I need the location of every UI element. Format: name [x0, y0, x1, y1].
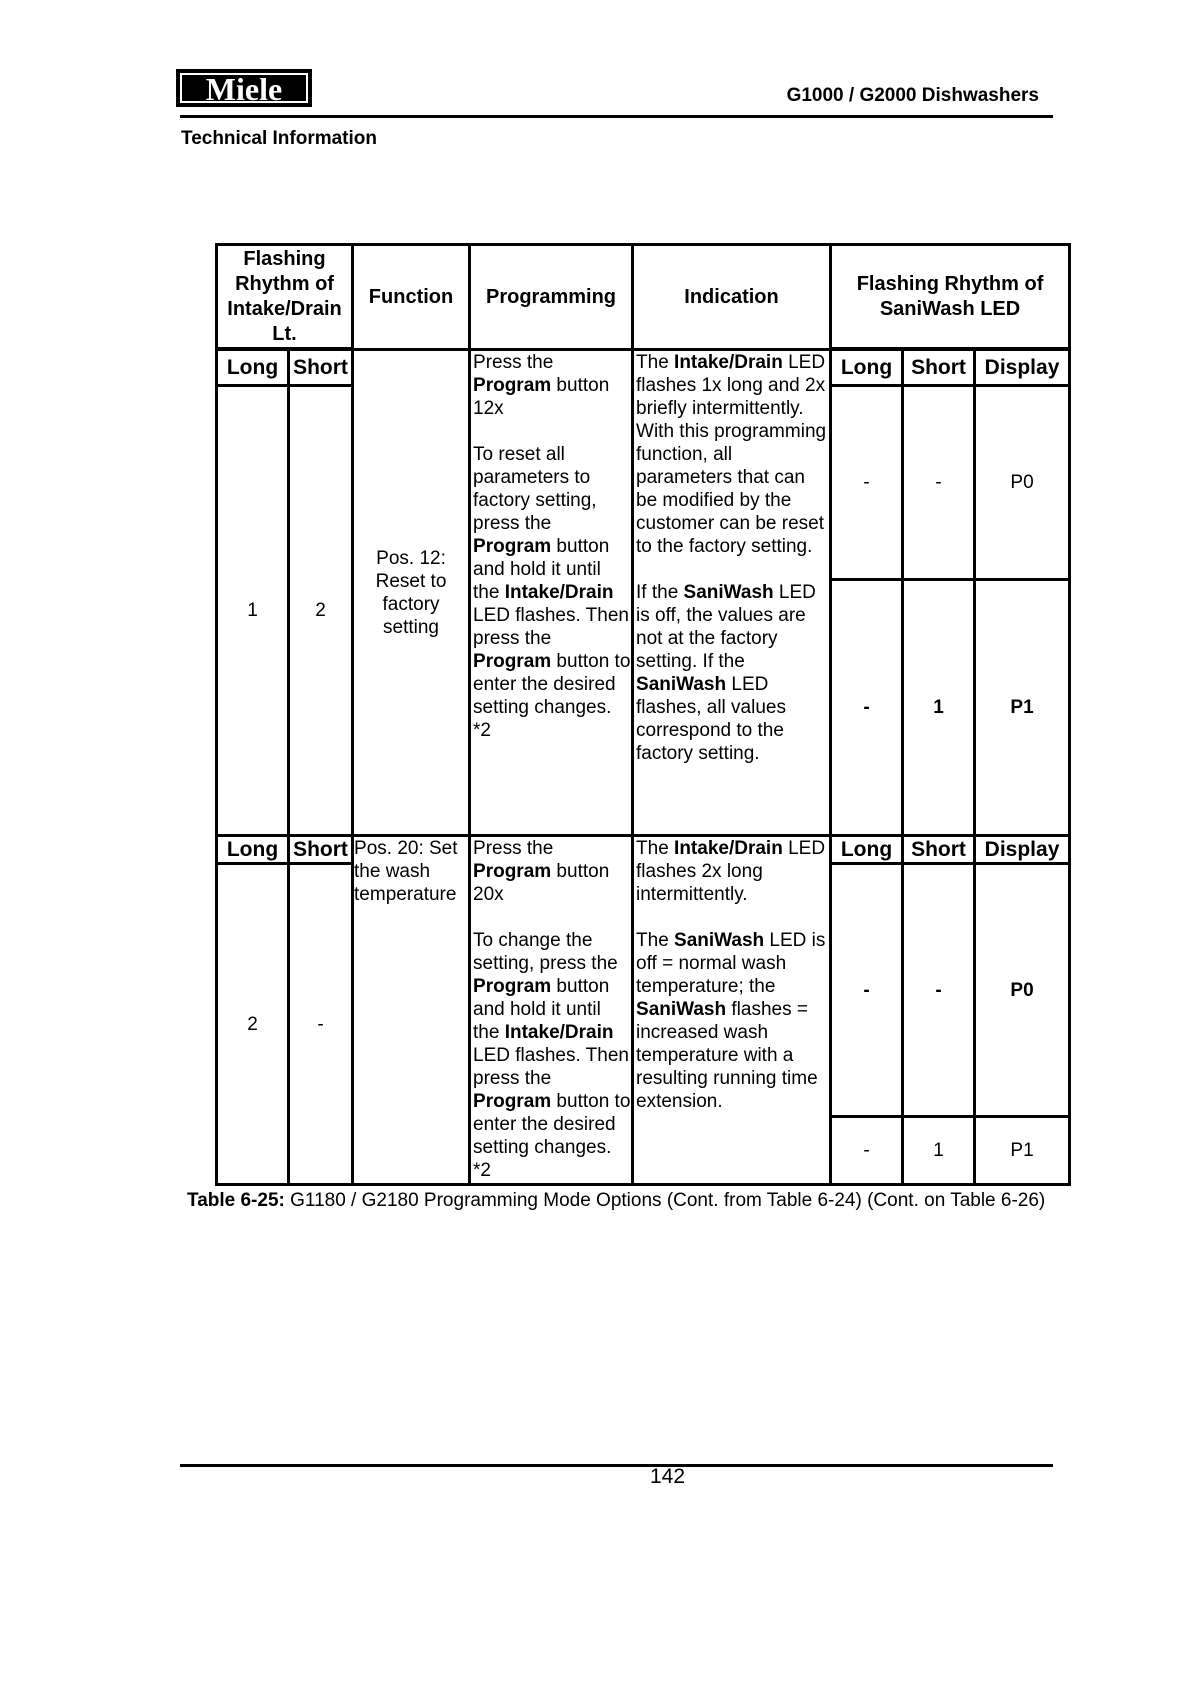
long-value: 1: [217, 386, 289, 836]
saniwash-display-value: P1: [975, 580, 1070, 836]
saniwash-short-value: -: [903, 386, 975, 580]
sub-header-long: Long: [217, 350, 289, 386]
indication-cell: The Intake/Drain LED flashes 2x long intermittently. The SaniWash LED is off = normal wash temperature; the SaniWash flashes = increased wash temperature with a resulting running time extension.: [633, 836, 831, 1185]
sub-header-long: Long: [831, 836, 903, 864]
header-programming: Programming: [470, 245, 633, 350]
saniwash-long-value: -: [831, 1117, 903, 1185]
caption-label: Table 6-25:: [187, 1190, 285, 1211]
saniwash-long-value: -: [831, 580, 903, 836]
indication-cell: The Intake/Drain LED flashes 1x long and 2x briefly intermittently. With this programming function, all parameters that can be modified by the customer can be reset to the factory setting. If the SaniWash LED is off, the values are not at the factory setting. If the SaniWash LED flashes, all values correspond to the factory setting.: [633, 350, 831, 836]
saniwash-display-value: P0: [975, 864, 1070, 1117]
header-row: [217, 245, 1070, 349]
saniwash-display-value: P1: [975, 1117, 1070, 1185]
long-value: 2: [217, 864, 289, 1185]
function-cell: Pos. 20: Set the wash temperature: [353, 836, 470, 1185]
saniwash-short-value: 1: [903, 1117, 975, 1185]
sub-header-short: Short: [903, 836, 975, 864]
programming-options-table: [215, 243, 1071, 1186]
header-flashing-rhythm: Flashing Rhythm of Intake/Drain Lt.: [217, 245, 353, 349]
saniwash-short-value: 1: [903, 580, 975, 836]
caption-text: G1180 / G2180 Programming Mode Options (Cont. from Table 6-24) (Cont. on Table 6-26): [284, 1190, 1046, 1211]
short-value: -: [289, 864, 353, 1185]
sub-header-long: Long: [831, 350, 903, 386]
saniwash-short-value: -: [903, 864, 975, 1117]
header-divider: [180, 115, 1053, 118]
table-caption: [187, 1190, 1045, 1212]
saniwash-long-value: -: [831, 386, 903, 580]
page-number: 142: [649, 1465, 686, 1488]
section-title: Technical Information: [181, 128, 378, 149]
sub-header-short: Short: [289, 836, 353, 864]
sub-header-short: Short: [289, 350, 353, 386]
sub-header-long: Long: [217, 836, 289, 864]
function-cell: Pos. 12: Reset to factory setting: [353, 350, 470, 836]
saniwash-long-value: -: [831, 864, 903, 1117]
document-title: G1000 / G2000 Dishwashers: [786, 85, 1039, 106]
header-function: Function: [353, 245, 470, 350]
sub-header-display: Display: [975, 350, 1070, 386]
sub-header-display: Display: [975, 836, 1070, 864]
table-row: [217, 836, 1070, 864]
programming-cell: Press the Program button 12x To reset all parameters to factory setting, press the Program button and hold it until the Intake/Drain LED flashes. Then press the Program button to enter the desired setting changes. *2: [470, 350, 633, 836]
table-row: [217, 350, 1070, 386]
header-indication: Indication: [633, 245, 831, 350]
header-saniwash-rhythm: Flashing Rhythm of SaniWash LED: [831, 245, 1070, 349]
saniwash-display-value: P0: [975, 386, 1070, 580]
brand-logo: Miele: [176, 69, 312, 107]
short-value: 2: [289, 386, 353, 836]
programming-cell: Press the Program button 20x To change the setting, press the Program button and hold it until the Intake/Drain LED flashes. Then press the Program button to enter the desired setting changes. *2: [470, 836, 633, 1185]
sub-header-short: Short: [903, 350, 975, 386]
